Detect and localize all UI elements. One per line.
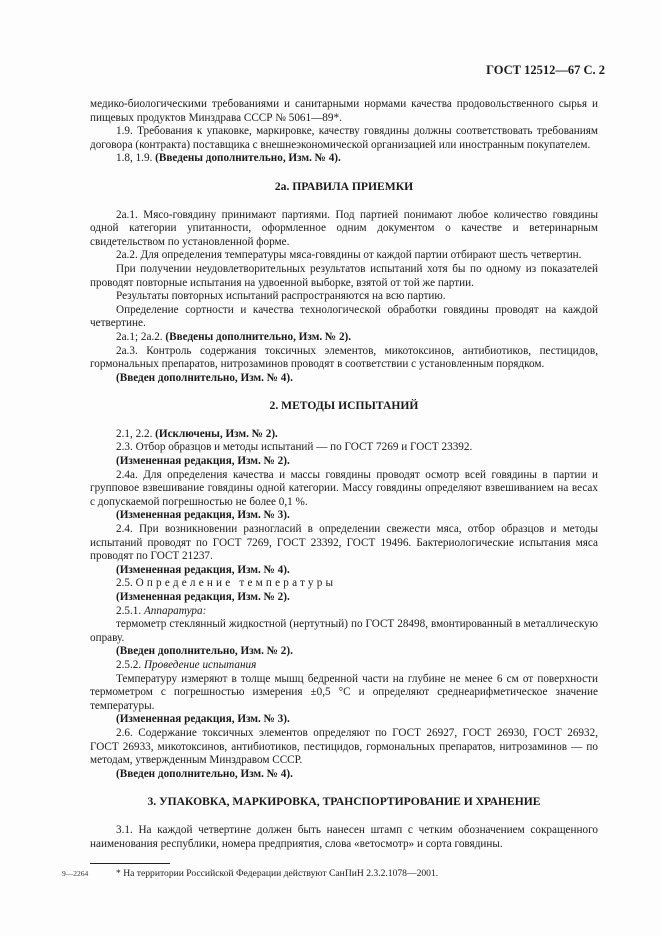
paragraph-2a-1: 2а.1. Мясо-говядину принимают партиями. Под партией понимают любое количество говядины одной категории упитанности, оформленное одним документом о качестве и ветеринарным свидетельством по установленной форме. (90, 208, 598, 248)
paragraph-2-4a: 2.4а. Для определения качества и массы говядины проводят осмотр всей говядины в партии и групповое взвешивание говядины одной категории. Массу говядины определяют взвешиванием на весах с допускаемой погрешностью не более 0,1 %. (90, 468, 598, 508)
amendment-note: (Введен дополнительно, Изм. № 2). (116, 645, 293, 658)
amendment-text: (Введены дополнительно, Изм. № 4). (155, 152, 341, 165)
amendment-note: (Измененная редакция, Изм. № 2). (116, 455, 290, 468)
paragraph-2-6: 2.6. Содержание токсичных элементов определяют по ГОСТ 26927, ГОСТ 26930, ГОСТ 26932, ГОСТ 26933, микотоксинов, антибиотиков, пестицидов, гормональных препаратов, нитрозаминов — по методам, утвержденным Минздравом СССР. (90, 726, 598, 767)
paragraph-3-1: 3.1. На каждой четвертине должен быть нанесен штамп с четким обозначением сокращенного наименования республики, номера предприятия, слова «ветосмотр» и сорта говядины. (90, 823, 598, 850)
page-content (90, 98, 598, 881)
section-title-3: 3. УПАКОВКА, МАРКИРОВКА, ТРАНСПОРТИРОВАНИЕ И ХРАНЕНИЕ (147, 795, 541, 809)
section-title-2: 2. МЕТОДЫ ИСПЫТАНИЙ (269, 399, 419, 413)
subsection-heading: Определение температуры (135, 577, 337, 590)
clause-ref: 2.5.1. (116, 604, 144, 617)
amendment-note: (Измененная редакция, Изм. № 3). (116, 509, 290, 522)
section-title-2a: 2а. ПРАВИЛА ПРИЕМКИ (274, 179, 414, 193)
amendment-text: (Исключены, Изм. № 2). (155, 427, 278, 440)
paragraph-1-9: 1.9. Требования к упаковке, маркировке, качеству говядины должны соответствовать требованиям договора (контракта) поставщика с внешнеэкономической организацией или иностранным покупателем. (90, 125, 598, 151)
paragraph: Температуру измеряют в толще мышц бедренной части на глубине не менее 6 см от поверхности термометром с погрешностью измерения ±0,5 °С и определяют среднеарифметическое значение температуры. (90, 672, 598, 712)
clause-ref: 2.5.2. (116, 658, 144, 671)
amendment-note (90, 428, 598, 442)
paragraph: При получении неудовлетворительных результатов испытаний хотя бы по одному из показателей проводят повторные испытания на удвоенной выборке, взятой от той же партии. (90, 262, 598, 289)
paragraph-2-4: 2.4. При возникновении разногласий в определении свежести мяса, отбор образцов и методы испытаний проводят по ГОСТ 7269, ГОСТ 23392, ГОСТ 19496. Бактериологические испытания мяса проводят по ГОСТ 21237. (90, 523, 598, 563)
paragraph-2-5-1 (90, 605, 598, 619)
footnote: * На территории Российской Федерации действуют СанПиН 2.3.2.1078—2001. (116, 868, 439, 880)
amendment-note (90, 152, 598, 166)
amendment-text: (Введены дополнительно, Изм. № 2). (165, 330, 352, 343)
paragraph: медико-биологическими требованиями и санитарными нормами качества продовольственного сырья и пищевых продуктов Минздрава СССР № 5061—89*. (90, 98, 598, 124)
footnote-divider (90, 863, 170, 864)
amendment-note: (Измененная редакция, Изм. № 4). (116, 563, 290, 576)
page-header: ГОСТ 12512—67 С. 2 (486, 63, 605, 77)
paragraph-2-5-2 (90, 659, 598, 673)
paragraph-2a-2: 2а.2. Для определения температуры мяса-говядины от каждой партии отбирают шесть четвертин. (116, 249, 582, 262)
clause-ref: 1.8, 1.9. (116, 152, 156, 165)
clause-ref: 2.5. (116, 577, 136, 590)
clause-ref: 2а.1; 2а.2. (116, 330, 166, 343)
print-code: 9—2264 (62, 869, 89, 878)
paragraph: Результаты повторных испытаний распространяются на всю партию. (116, 290, 446, 303)
italic-heading: Аппаратура: (143, 604, 207, 617)
paragraph: термометр стеклянный жидкостной (нертутный) по ГОСТ 28498, вмонтированный в металлическую оправу. (90, 618, 598, 644)
amendment-note: (Измененная редакция, Изм. № 2). (116, 591, 290, 603)
amendment-note: (Измененная редакция, Изм. № 3). (116, 713, 290, 726)
amendment-note: (Введен дополнительно, Изм. № 4). (116, 371, 293, 384)
paragraph-2a-3: 2а.3. Контроль содержания токсичных элементов, микотоксинов, антибиотиков, пестицидов, гормональных препаратов, нитрозаминов проводят в соответствии с установленным порядком. (90, 344, 598, 371)
paragraph: Определение сортности и качества технологической обработки говядины проводят на каждой четвертине. (90, 303, 598, 330)
amendment-note (90, 331, 598, 345)
paragraph-2-3: 2.3. Отбор образцов и методы испытаний — по ГОСТ 7269 и ГОСТ 23392. (116, 441, 473, 454)
clause-ref: 2.1, 2.2. (116, 427, 156, 440)
subsection-title-2-5 (90, 577, 598, 591)
amendment-note: (Введен дополнительно, Изм. № 4). (116, 767, 293, 780)
italic-heading: Проведение испытания (143, 658, 257, 671)
